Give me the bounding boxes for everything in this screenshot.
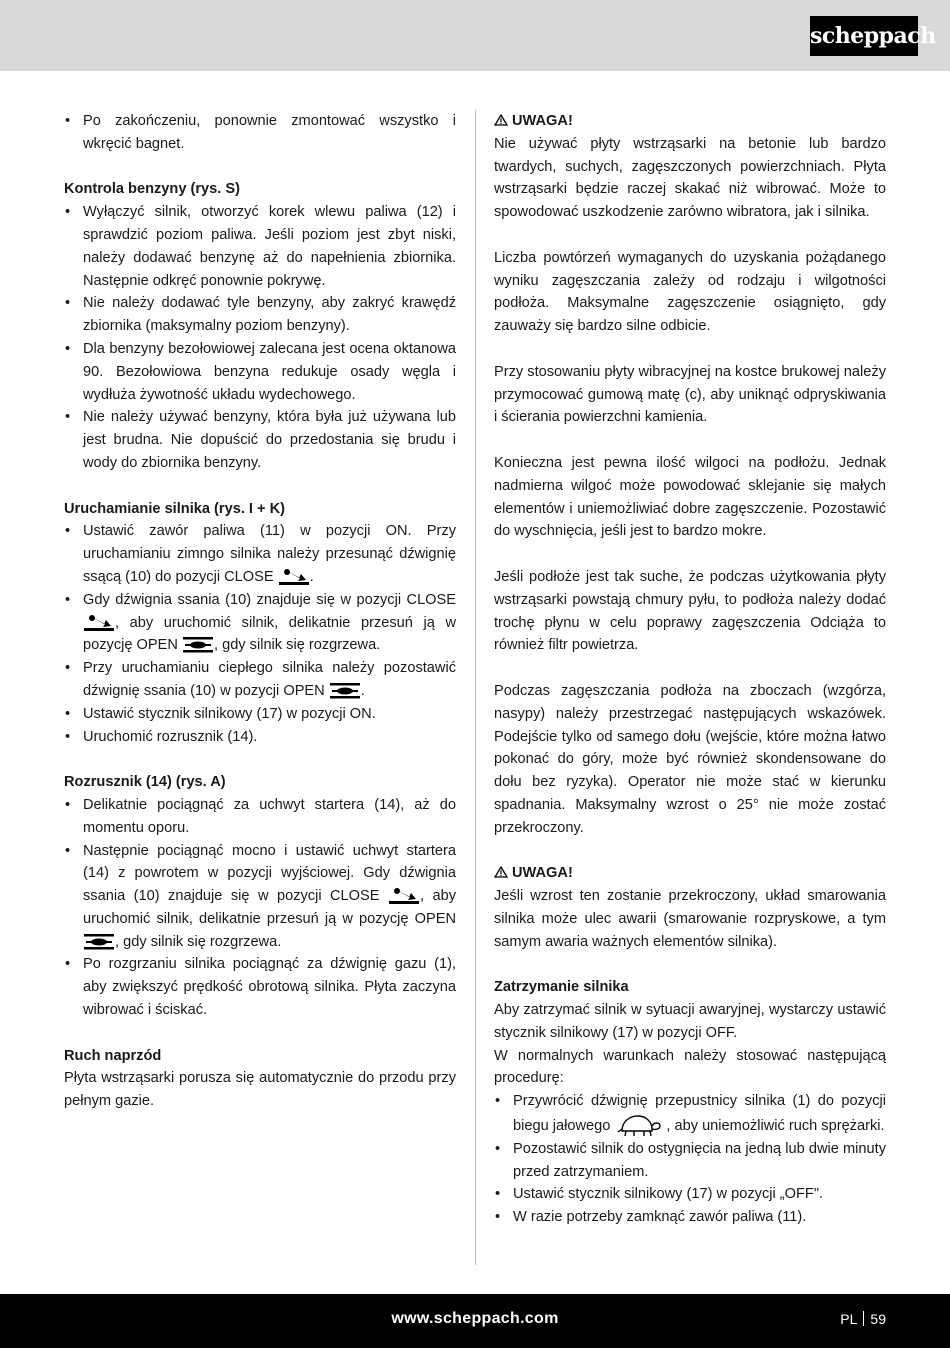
- section-heading-stop: Zatrzymanie silnika: [494, 979, 629, 996]
- warning-heading: UWAGA!: [494, 110, 886, 133]
- column-divider: [475, 110, 476, 1265]
- choke-open-icon: [84, 933, 114, 950]
- list-item: • Następnie pociągnąć mocno i ustawić uchwyt startera (14) z powrotem w pozycji wyjściowej. Gdy dźwignia ssania (10) znajduje się w pozycji CLOSE , aby uruchomić silnik, delikatnie przesuń ją w pozycję OPEN , gdy silnik się rozgrzewa.: [64, 840, 456, 954]
- page-number: 59: [870, 1311, 886, 1327]
- section-heading-start: Uruchamianie silnika (rys. I + K): [64, 500, 286, 517]
- list-item: • Dla benzyny bezołowiowej zalecana jest ocena oktanowa 90. Bezołowiowa benzyna redukuje osady węgla i wydłuża żywotność układu wydechowego.: [64, 338, 456, 406]
- list-item: • Po rozgrzaniu silnika pociągnąć za dźwignię gazu (1), aby zwiększyć prędkość obrotową silnika. Płyta zaczyna wibrować i ściskać.: [64, 953, 456, 1021]
- intro-list: [64, 110, 456, 156]
- footer-bar: [0, 1294, 950, 1348]
- stop-paragraph: W normalnych warunkach należy stosować następującą procedurę:: [494, 1047, 886, 1087]
- paragraph-passes: Liczba powtórzeń wymaganych do uzyskania pożądanego wyniku zagęszczania zależy od rodzaju i wilgotności podłoża. Maksymalne zagęszczenie osiągnięto, gdy zauważy się bardzo silne odbicie.: [494, 249, 886, 335]
- list-item: • Po zakończeniu, ponownie zmontować wszystko i wkręcić bagnet.: [64, 110, 456, 156]
- choke-close-icon: [279, 568, 309, 585]
- choke-open-icon: [330, 682, 360, 699]
- list-item: • Ustawić zawór paliwa (11) w pozycji ON. Przy uruchamianiu zimngo silnika należy przesunąć dźwignię ssącą (10) do pozycji CLOSE .: [64, 520, 456, 588]
- choke-close-icon: [84, 614, 114, 631]
- list-item: • Wyłączyć silnik, otworzyć korek wlewu paliwa (12) i sprawdzić poziom paliwa. Jeśli poziom jest zbyt niski, należy dodawać benzynę aż do napełnienia zbiornika. Następnie odkręć ponownie pokrywę.: [64, 201, 456, 292]
- list-item: • Ustawić stycznik silnikowy (17) w pozycji ON.: [64, 703, 456, 726]
- section-heading-starter: Rozrusznik (14) (rys. A): [64, 774, 226, 791]
- warning-text: Nie używać płyty wstrząsarki na betonie lub bardzo twardych, suchych, zagęszczonych powierzchniach. Płyta wstrząsarki będzie raczej skakać niż wibrować. Może to spowodować uszkodzenie zarówno wibratora, jak i silnika.: [494, 135, 886, 221]
- list-item: • Nie należy dodawać tyle benzyny, aby zakryć krawędź zbiornika (maksymalny poziom benzyny).: [64, 292, 456, 338]
- right-column: [494, 110, 886, 1229]
- choke-close-icon: [389, 887, 419, 904]
- footer-website-link[interactable]: www.scheppach.com: [391, 1310, 559, 1327]
- page-indicator: [840, 1311, 886, 1327]
- starter-list: [64, 794, 456, 1022]
- header-band: [0, 0, 950, 71]
- list-item: • Ustawić stycznik silnikowy (17) w pozycji „OFF".: [494, 1183, 886, 1206]
- paragraph-moisture: Konieczna jest pewna ilość wilgoci na podłożu. Jednak nadmierna wilgoć może powodować sklejanie się małych elementów i uniemożliwiać dobre zagęszczenie. Pozostawić do wyschnięcia, jeśli jest to bardzo mokre.: [494, 454, 886, 540]
- start-list: [64, 520, 456, 748]
- paragraph-slopes: Podczas zagęszczania podłoża na zboczach (wzgórza, nasypy) należy przestrzegać następujących wskazówek. Podejście tylko od samego dołu (wejście, które można łatwo pokonać do góry, może być również skondensowane do dołu bez ryzyka). Operator nie może stać w kierunku spadnania. Maksymalny wzrost o 25° nie może zostać przekroczony.: [494, 682, 886, 836]
- language-code: PL: [840, 1311, 858, 1327]
- warning-heading: UWAGA!: [494, 862, 886, 885]
- fuel-list: [64, 201, 456, 475]
- stop-list: [494, 1090, 886, 1229]
- choke-open-icon: [183, 636, 213, 653]
- warning-triangle-icon: [494, 114, 508, 126]
- list-item: • Uruchomić rozrusznik (14).: [64, 726, 456, 749]
- brand-logo: scheppach: [810, 16, 918, 56]
- section-heading-forward: Ruch naprzód: [64, 1047, 162, 1064]
- list-item: • Pozostawić silnik do ostygnięcia na jedną lub dwie minuty przed zatrzymaniem.: [494, 1138, 886, 1184]
- left-column: [64, 110, 456, 1113]
- section-heading-fuel: Kontrola benzyny (rys. S): [64, 181, 240, 198]
- warning-triangle-icon: [494, 866, 508, 878]
- warning-text: Jeśli wzrost ten zostanie przekroczony, układ smarowania silnika może ulec awarii (smarowanie rozpryskowe, a tym samym awaria ważnych elementów silnika).: [494, 888, 886, 950]
- list-item: • W razie potrzeby zamknąć zawór paliwa (11).: [494, 1206, 886, 1229]
- separator: [863, 1311, 864, 1326]
- stop-paragraph: Aby zatrzymać silnik w sytuacji awaryjnej, wystarczy ustawić stycznik silnikowy (17) w pozycji OFF.: [494, 1002, 886, 1041]
- list-item: • Gdy dźwignia ssania (10) znajduje się w pozycji CLOSE , aby uruchomić silnik, delikatnie przesuń ją w pozycję OPEN , gdy silnik się rozgrzewa.: [64, 589, 456, 657]
- turtle-idle-icon: [616, 1113, 662, 1137]
- paragraph-paving: Przy stosowaniu płyty wibracyjnej na kostce brukowej należy przymocować gumową matę (c), aby uniknąć odpryskiwania i ścierania powierzchni kamienia.: [494, 363, 886, 426]
- list-item: • Przywrócić dźwignię przepustnicy silnika (1) do pozycji biegu jałowego , aby uniemożliwić ruch sprężarki.: [494, 1090, 886, 1138]
- list-item: • Przy uruchamianiu ciepłego silnika należy pozostawić dźwignię ssania (10) w pozycji OPEN .: [64, 657, 456, 703]
- list-item: • Delikatnie pociągnąć za uchwyt startera (14), aż do momentu oporu.: [64, 794, 456, 840]
- paragraph-dry: Jeśli podłoże jest tak suche, że podczas użytkowania płyty wstrząsarki powstają chmury pyłu, to podłoża należy dodać trochę płynu w celu poprawy zagęszczenia Odciąża to również filtr powietrza.: [494, 568, 886, 654]
- list-item: • Nie należy używać benzyny, która była już używana lub jest brudna. Nie dopuścić do przedostania się brudu i wody do zbiornika benzyny.: [64, 406, 456, 474]
- forward-paragraph: Płyta wstrząsarki porusza się automatycznie do przodu przy pełnym gazie.: [64, 1070, 456, 1110]
